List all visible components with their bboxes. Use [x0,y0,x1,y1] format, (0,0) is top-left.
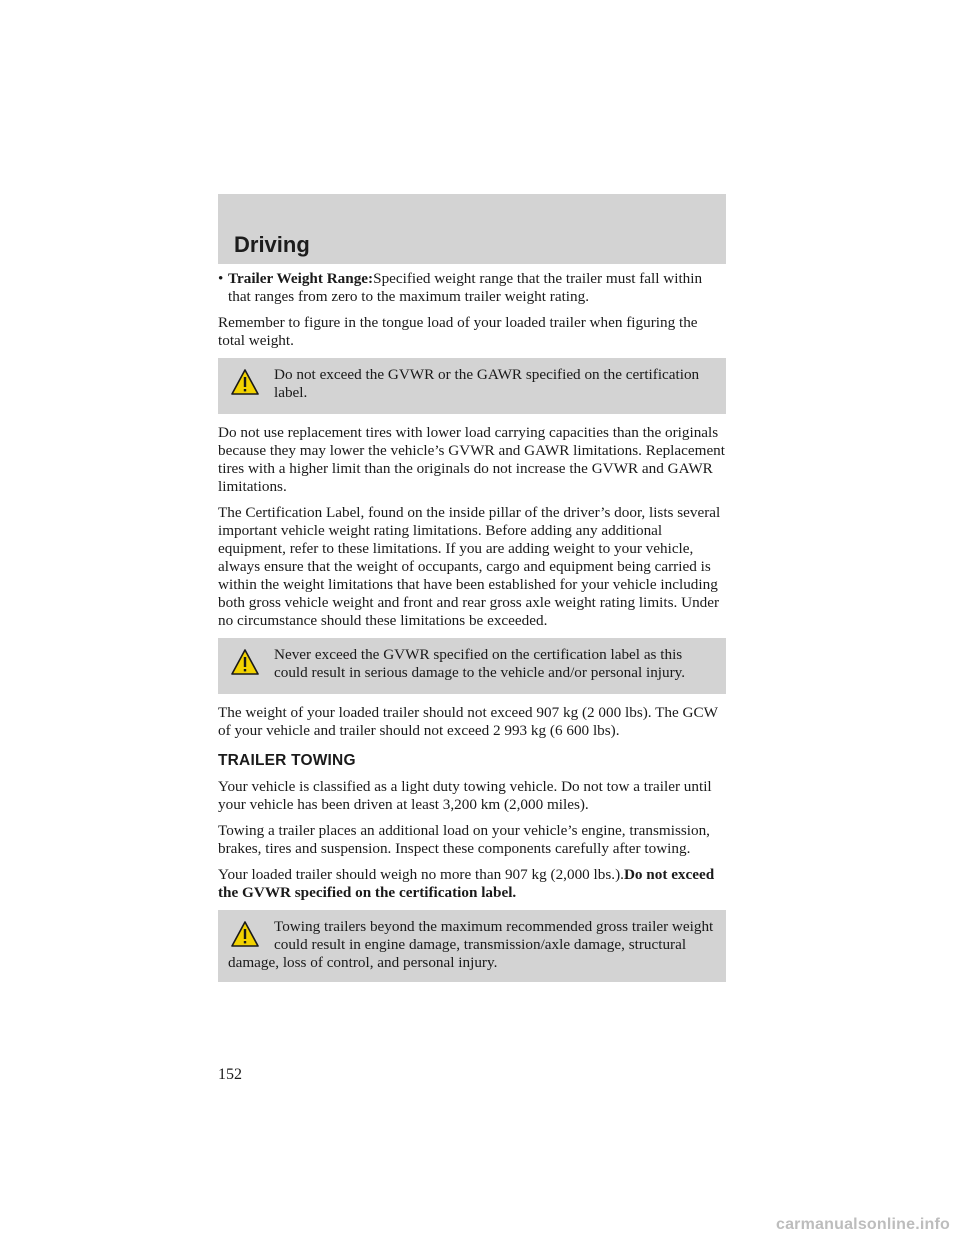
section-header [218,194,726,264]
warning-box-gvwr [218,638,726,694]
warning-box-towing [218,910,726,982]
paragraph-max-weight [218,866,726,902]
section-title: Driving [234,232,310,257]
warning-triangle-icon [230,920,260,948]
warning-text: Do not exceed the GVWR or the GAWR specified on the certification label. [274,366,700,401]
watermark: carmanualsonline.info [775,1216,950,1233]
section-heading-trailer-towing: TRAILER TOWING [218,752,356,769]
warning-triangle-icon [230,648,260,676]
paragraph-trailer-weight: The weight of your loaded trailer should not exceed 907 kg (2 000 lbs). The GCW of your vehicle and trailer should not exceed 2 993 kg (6 600 lbs). [218,704,718,739]
bullet-text: Specified weight range that the trailer must fall within that ranges from zero to the maximum trailer weight rating. [228,270,703,305]
warning-text: Towing trailers beyond the maximum recommended gross trailer weight could result in engine damage, transmission/axle damage, structural damage, loss of control, and personal injury. [228,918,714,971]
bullet-mark: • [218,270,224,287]
bullet-trailer-weight-range [218,270,726,306]
page-content [218,270,726,992]
page-number: 152 [218,1066,242,1083]
warning-triangle-icon [230,368,260,396]
warning-box-gvwr-gawr [218,358,726,414]
paragraph-certification-label: The Certification Label, found on the inside pillar of the driver’s door, lists several important vehicle weight rating limitations. Before adding any additional equipment, refer to these limitations. If you are adding weight to your vehicle, always ensure that the weight of occupants, cargo and equipment being carried is within the weight limitations that have been established for your vehicle including both gross vehicle weight and front and rear gross axle weight rating limits. Under no circumstance should these limitations be exceeded. [218,504,721,629]
paragraph-light-duty: Your vehicle is classified as a light duty towing vehicle. Do not tow a trailer until your vehicle has been driven at least 3,200 km (2,000 miles). [218,778,712,813]
warning-text: Never exceed the GVWR specified on the certification label as this could result in serious damage to the vehicle and/or personal injury. [274,646,686,681]
max-weight-bold: Do not exceed the GVWR specified on the certification label. [218,866,715,901]
paragraph-replacement-tires: Do not use replacement tires with lower load carrying capacities than the originals because they may lower the vehicle’s GVWR and GAWR limitations. Replacement tires with a higher limit than the originals do not increase the GVWR and GAWR limitations. [218,424,725,495]
paragraph-tongue-load: Remember to figure in the tongue load of your loaded trailer when figuring the total weight. [218,314,698,349]
max-weight-text: Your loaded trailer should weigh no more than 907 kg (2,000 lbs.). [218,866,624,883]
paragraph-additional-load: Towing a trailer places an additional load on your vehicle’s engine, transmission, brakes, tires and suspension. Inspect these components carefully after towing. [218,822,710,857]
bullet-term: Trailer Weight Range: [228,270,374,287]
